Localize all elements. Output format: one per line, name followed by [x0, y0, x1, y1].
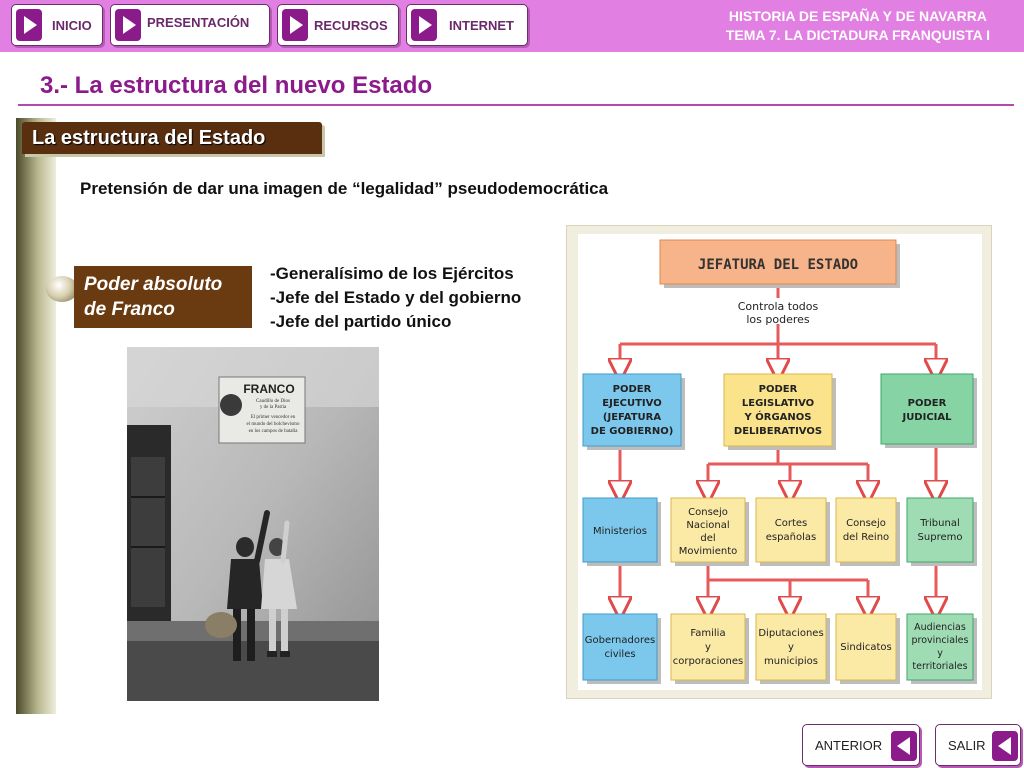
org-node-text: PODER [612, 384, 652, 395]
org-node-text: corporaciones [672, 656, 744, 667]
org-node-text: civiles [604, 649, 636, 660]
org-node-text: del Reino [842, 532, 890, 543]
org-chart [578, 234, 982, 690]
historical-photo [127, 347, 379, 701]
exit-button-label: SALIR [948, 737, 986, 753]
duty-item: -Jefe del partido único [270, 312, 452, 331]
org-node-text: (JEFATURA [602, 412, 662, 423]
org-node-text: los poderes [746, 313, 810, 326]
org-node-text: PODER [758, 384, 798, 395]
org-node-text: provinciales [911, 635, 969, 646]
section-tab [22, 122, 322, 154]
org-node-text: y [788, 642, 794, 653]
nav-button-inicio[interactable] [11, 4, 103, 46]
org-node-text: Nacional [686, 520, 730, 531]
previous-button[interactable] [802, 724, 920, 766]
poster-line: el mundo del bolchevismo [246, 422, 300, 427]
org-node-text: Consejo [688, 507, 728, 518]
exit-button[interactable] [935, 724, 1021, 766]
nav-button-label: RECURSOS [314, 17, 388, 33]
org-node-text: Cortes [774, 518, 808, 529]
org-node-text: Audiencias [914, 622, 966, 633]
org-node-text: JUDICIAL [902, 412, 952, 423]
power-label-line1: Poder absoluto [84, 274, 223, 295]
org-node-text: territoriales [912, 661, 968, 672]
org-node-text: Controla todos [737, 300, 819, 313]
org-node-text: Diputaciones [758, 628, 824, 639]
back-arrow-icon [891, 731, 917, 761]
poster-line: Caudillo de Dios [256, 399, 290, 404]
org-node-text: y [705, 642, 711, 653]
previous-button-label: ANTERIOR [815, 737, 883, 753]
franco-duties-list [270, 262, 521, 334]
section-title: La estructura del Estado [32, 126, 266, 149]
org-node-text: Ministerios [592, 526, 648, 537]
org-node-text: españolas [765, 532, 817, 543]
org-node-text: Consejo [846, 518, 886, 529]
org-node-text: DE GOBIERNO) [590, 426, 674, 437]
org-node-text: PODER [907, 398, 947, 409]
play-arrow-icon [115, 9, 141, 41]
nav-button-presentacion[interactable] [110, 4, 270, 46]
decorative-sidebar [16, 118, 56, 714]
duty-item: -Generalísimo de los Ejércitos [270, 264, 514, 283]
org-chart-panel [578, 234, 982, 690]
org-node-text: Gobernadores [584, 635, 656, 646]
photo-illustration [127, 347, 379, 701]
org-node-text: Tribunal [920, 518, 960, 529]
back-arrow-icon [992, 731, 1018, 761]
play-arrow-icon [282, 9, 308, 41]
course-title: HISTORIA DE ESPAÑA Y DE NAVARRA [728, 8, 987, 24]
org-node-text: EJECUTIVO [602, 398, 662, 409]
course-topic: TEMA 7. LA DICTADURA FRANQUISTA I [725, 27, 990, 43]
poster-line: y de la Patria [259, 405, 287, 410]
org-node-text: Y ÓRGANOS [744, 412, 812, 423]
org-node-text: Sindicatos [840, 642, 892, 653]
top-nav-bar [0, 0, 1024, 52]
poster-line: El primer vencedor en [250, 415, 296, 420]
org-node-text: del [700, 533, 716, 544]
nav-button-label: PRESENTACIÓN [147, 14, 250, 30]
power-label-line2: de Franco [84, 299, 175, 320]
org-node-text: LEGISLATIVO [741, 398, 815, 409]
section-subtitle: Pretensión de dar una imagen de “legalidad” pseudodemocrática [80, 179, 609, 198]
power-label-box [74, 266, 252, 328]
page-title: 3.- La estructura del nuevo Estado [40, 72, 433, 99]
org-node-text: DELIBERATIVOS [733, 426, 823, 437]
poster-title: FRANCO [243, 382, 295, 396]
play-arrow-icon [411, 9, 437, 41]
nav-button-internet[interactable] [406, 4, 528, 46]
poster-line: en los campos de batalla [248, 429, 298, 434]
org-node-text: JEFATURA DEL ESTADO [697, 257, 859, 273]
org-node-text: Familia [690, 628, 726, 639]
play-arrow-icon [16, 9, 42, 41]
org-node-text: y [937, 648, 943, 659]
nav-button-recursos[interactable] [277, 4, 399, 46]
nav-button-label: INTERNET [449, 17, 514, 33]
duty-item: -Jefe del Estado y del gobierno [270, 288, 522, 307]
nav-button-label: INICIO [52, 17, 92, 33]
title-divider [18, 104, 1014, 106]
org-node-text: municipios [764, 656, 818, 667]
org-node-text: Supremo [917, 532, 963, 543]
org-node-text: Movimiento [678, 546, 738, 557]
course-info [726, 7, 990, 45]
